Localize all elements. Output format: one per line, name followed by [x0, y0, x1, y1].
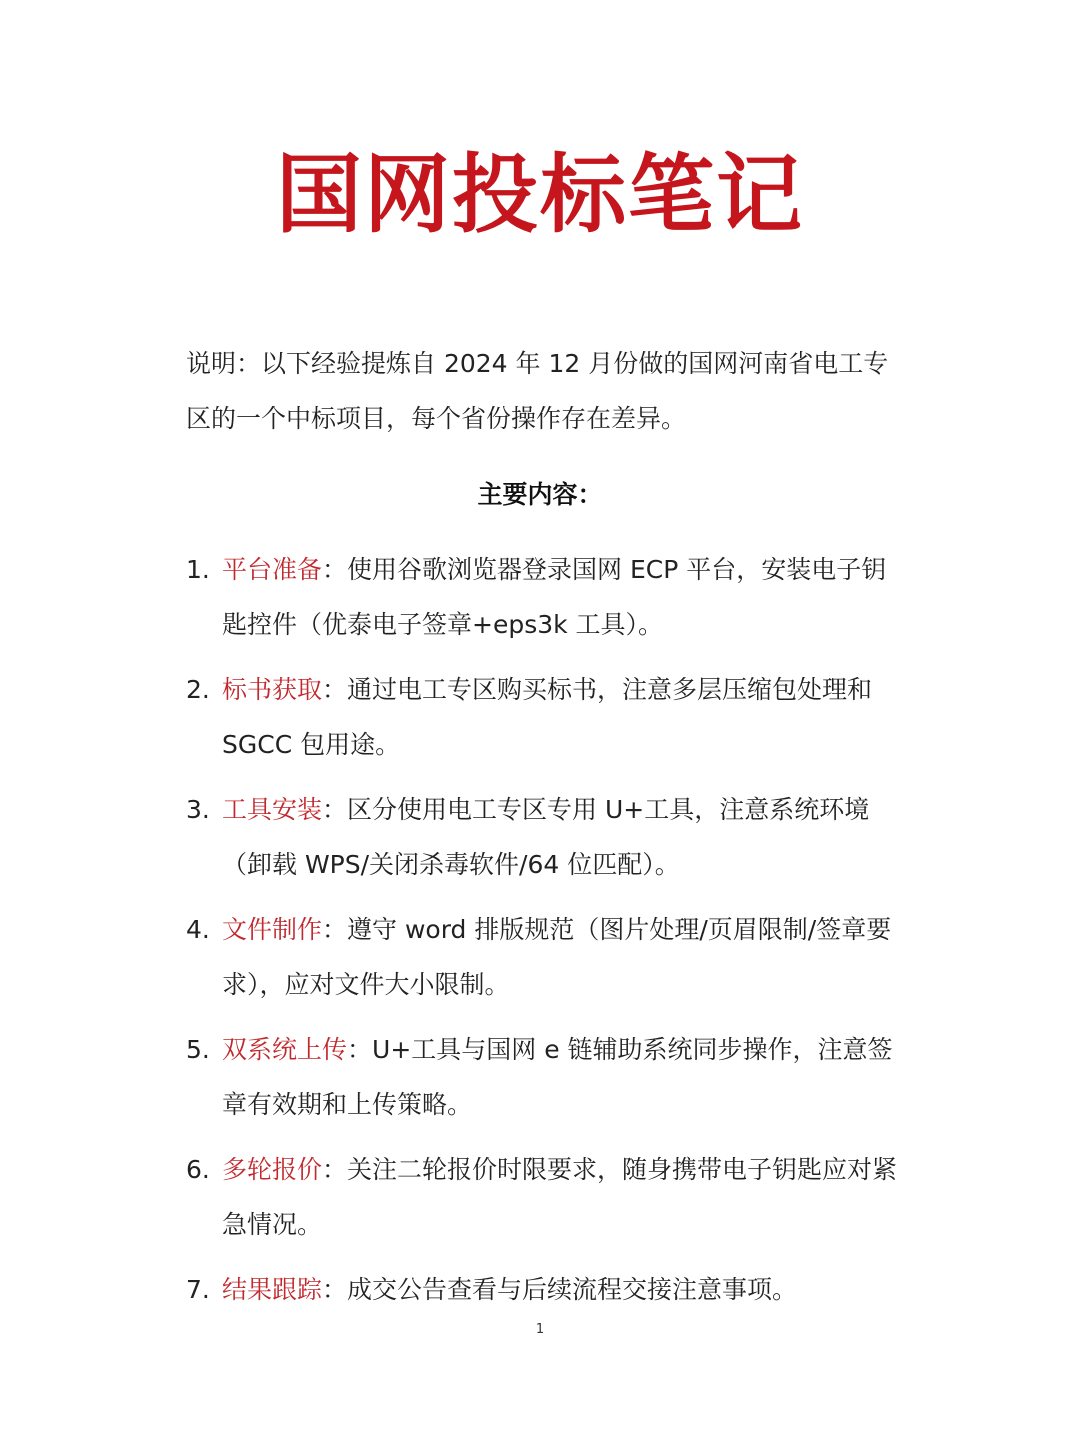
list-item-key: 标书获取: [222, 675, 323, 704]
list-item-colon: ：: [322, 1275, 348, 1304]
list-item-colon: ：: [322, 1155, 348, 1184]
list-item: [186, 1142, 906, 1252]
list-item: [186, 662, 906, 772]
list-item-number: 7.: [186, 1275, 210, 1304]
list-item-text: 使用谷歌浏览器登录国网 ECP 平台，安装电子钥匙控件（优泰电子签章+eps3k 工具）。: [222, 555, 887, 639]
list-item-key: 结果跟踪: [222, 1275, 323, 1304]
list-item-number: 4.: [186, 915, 210, 944]
list-item-number: 3.: [186, 795, 210, 824]
intro-paragraph: 说明：以下经验提炼自 2024 年 12 月份做的国网河南省电工专区的一个中标项目，每个省份操作存在差异。: [186, 349, 889, 433]
list-item-number: 6.: [186, 1155, 210, 1184]
list-item-text: 通过电工专区购买标书，注意多层压缩包处理和 SGCC 包用途。: [222, 675, 873, 759]
list-item-text: 成交公告查看与后续流程交接注意事项。: [347, 1275, 798, 1304]
list-item-key: 平台准备: [222, 555, 323, 584]
list-item: [186, 1262, 906, 1317]
list-item: [186, 542, 906, 652]
list-item-colon: ：: [322, 675, 348, 704]
list-item-key: 双系统上传: [222, 1035, 348, 1064]
list-item-colon: ：: [347, 1035, 373, 1064]
list-item-number: 1.: [186, 555, 210, 584]
list-item-text: 遵守 word 排版规范（图片处理/页眉限制/签章要求），应对文件大小限制。: [222, 915, 892, 999]
list-item-key: 多轮报价: [222, 1155, 323, 1184]
list-item-text: 区分使用电工专区专用 U+工具，注意系统环境（卸载 WPS/关闭杀毒软件/64 位匹配）。: [222, 795, 870, 879]
list-item-colon: ：: [322, 555, 348, 584]
list-item: [186, 1022, 906, 1132]
list-item-key: 文件制作: [222, 915, 323, 944]
list-item-text: U+工具与国网 e 链辅助系统同步操作，注意签章有效期和上传策略。: [222, 1035, 893, 1119]
list-item: [186, 902, 906, 1012]
list-item: [186, 782, 906, 892]
page-title: 国网投标笔记: [276, 144, 804, 245]
list-item-key: 工具安装: [222, 795, 323, 824]
list-item-number: 2.: [186, 675, 210, 704]
list-item-colon: ：: [322, 795, 348, 824]
list-item-colon: ：: [322, 915, 348, 944]
content-list: [186, 542, 906, 1327]
list-item-text: 关注二轮报价时限要求，随身携带电子钥匙应对紧急情况。: [222, 1155, 898, 1239]
section-heading: 主要内容：: [477, 480, 603, 509]
page-number: 1: [535, 1322, 545, 1337]
list-item-number: 5.: [186, 1035, 210, 1064]
